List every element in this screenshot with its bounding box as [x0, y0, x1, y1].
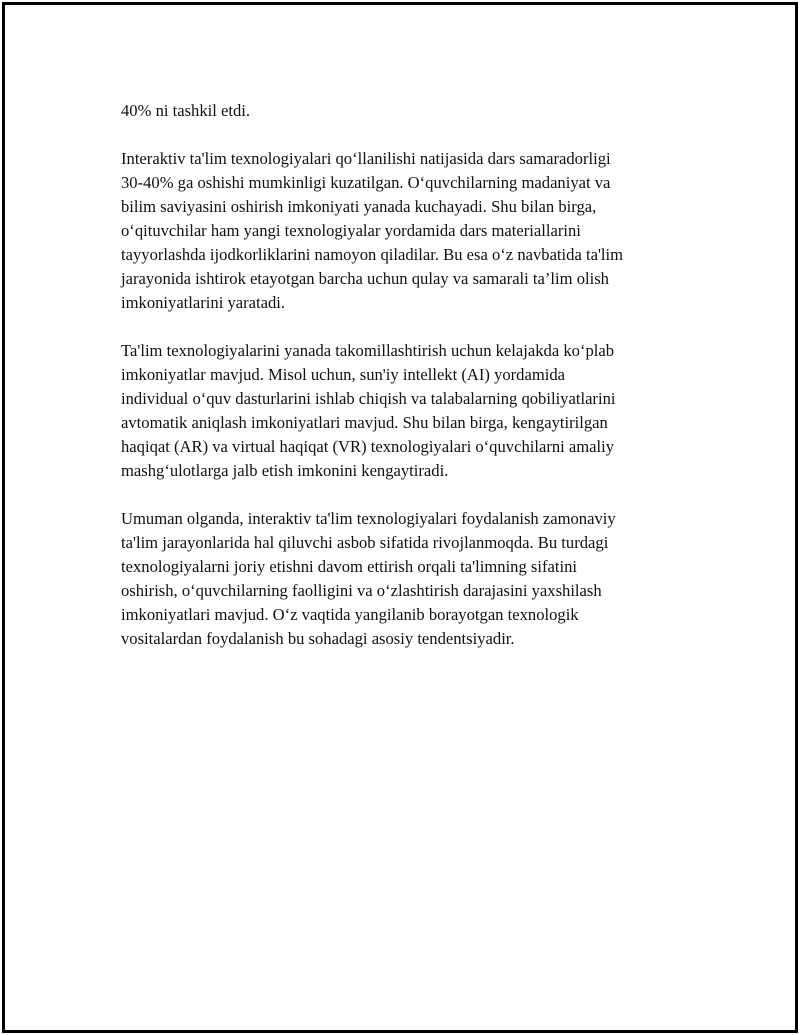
document-page — [2, 2, 798, 1033]
document-body — [121, 99, 693, 675]
paragraph-4: Umuman olganda, interaktiv ta'lim texnologiyalari foydalanish zamonaviy ta'lim jarayonlarida hal qiluvchi asbob sifatida rivojlanmoqda. Bu turdagi texnologiyalarni joriy etishni davom ettirish orqali ta'limning sifatini oshirish, o‘quvchilarning faolligini va o‘zlashtirish darajasini yaxshilash imkoniyatlari mavjud. O‘z vaqtida yangilanib borayotgan texnologik vositalardan foydalanish bu sohadagi asosiy tendentsiyadir. — [121, 509, 616, 648]
paragraph-1: 40% ni tashkil etdi. — [121, 101, 251, 120]
paragraph-3: Ta'lim texnologiyalarini yanada takomillashtirish uchun kelajakda ko‘plab imkoniyatlar mavjud. Misol uchun, sun'iy intellekt (AI) yordamida individual o‘quv dasturlarini ishlab chiqish va talabalarning qobiliyatlarini avtomatik aniqlash imkoniyatlari mavjud. Shu bilan birga, kengaytirilgan haqiqat (AR) va virtual haqiqat (VR) texnologiyalari o‘quvchilarni amaliy mashg‘ulotlarga jalb etish imkonini kengaytiradi. — [121, 341, 616, 480]
paragraph-2: Interaktiv ta'lim texnologiyalari qo‘llanilishi natijasida dars samaradorligi 30-40% ga oshishi mumkinligi kuzatilgan. O‘quvchilarning madaniyat va bilim saviyasini oshirish imkoniyati yanada kuchayadi. Shu bilan birga, o‘qituvchilar ham yangi texnologiyalar yordamida dars materiallarini tayyorlashda ijodkorliklarini namoyon qiladilar. Bu esa o‘z navbatida ta'lim jarayonida ishtirok etayotgan barcha uchun qulay va samarali ta’lim olish imkoniyatlarini yaratadi. — [121, 149, 624, 312]
